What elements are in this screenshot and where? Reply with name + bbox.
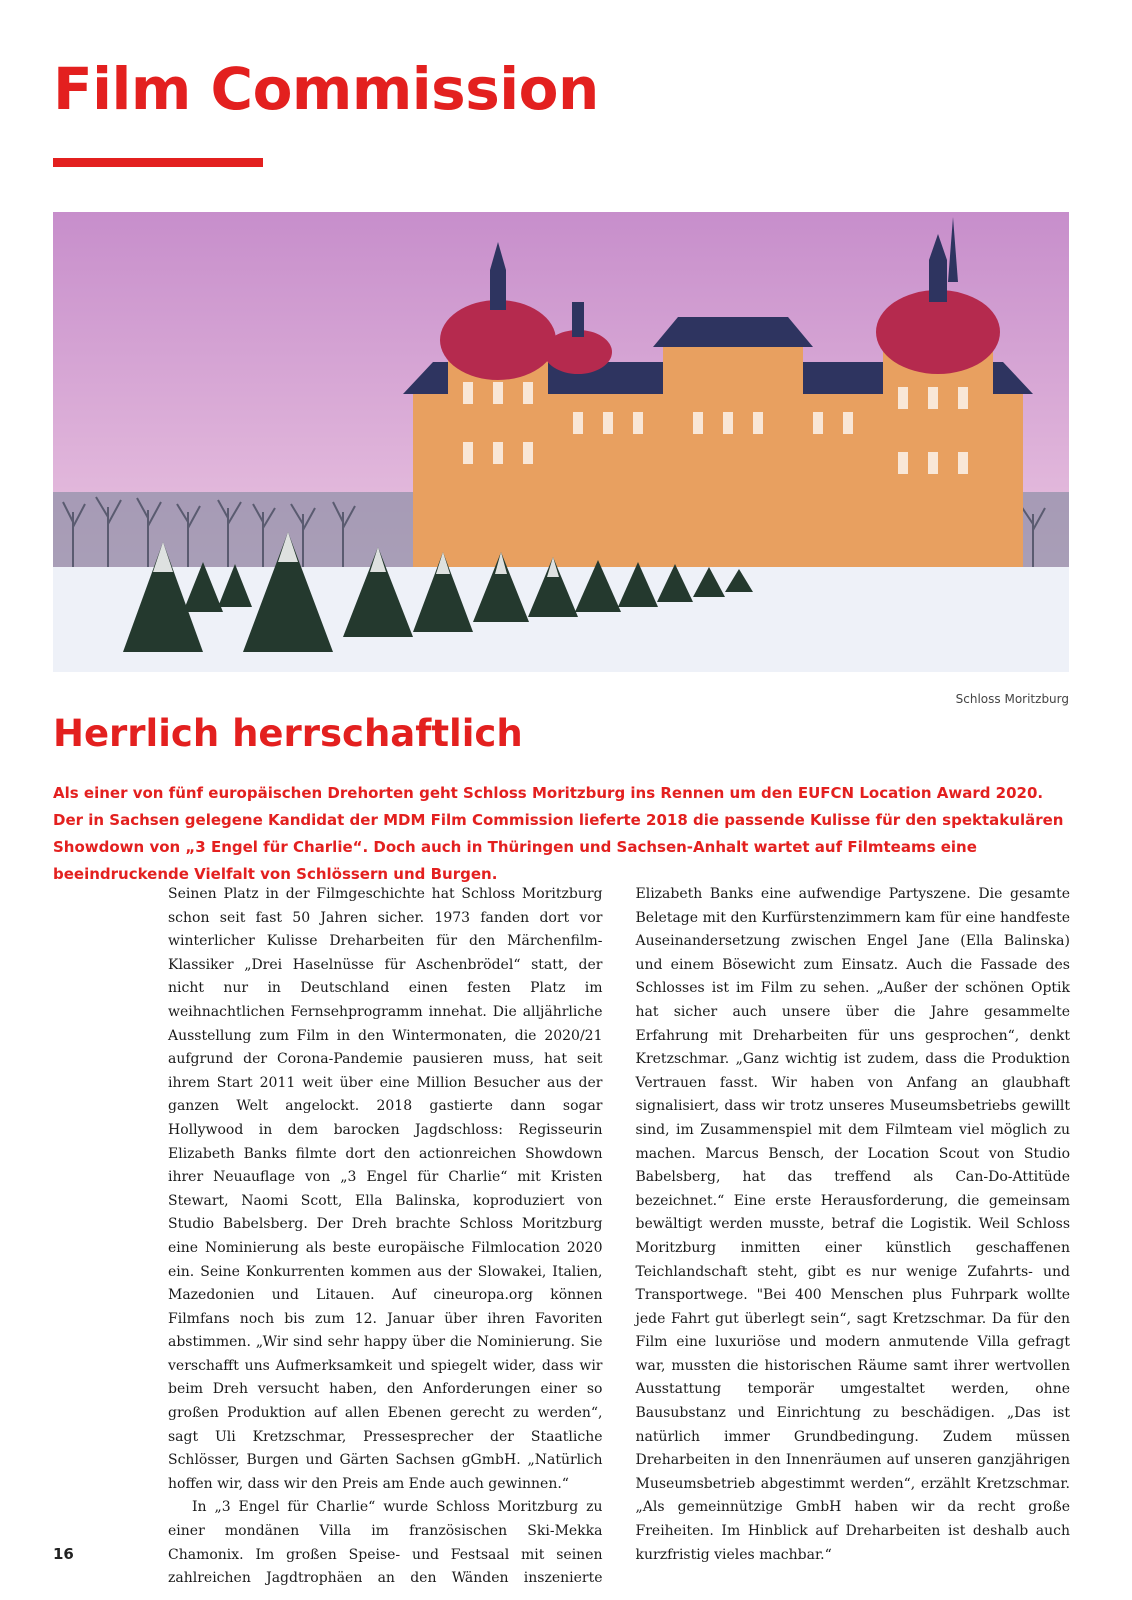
article-body	[168, 883, 1070, 1591]
photo-caption: Schloss Moritzburg	[955, 692, 1069, 706]
left-tower-dome	[440, 300, 556, 380]
body-paragraph: Seinen Platz in der Filmgeschichte hat Schloss Moritzburg schon seit fast 50 Jahren sicher. 1973 fanden dort vor winterlicher Kulisse Dreharbeiten für den Märchenfilm-Klassiker „Drei Haselnüsse für Aschenbrödel“ statt, der nicht nur in Deutschland einen festen Platz im weihnachtlichen Fernsehprogramm innehat. Die alljährliche Ausstellung zum Film in den Wintermonaten, die 2020/21 aufgrund der Corona-Pandemie pausieren muss, hat seit ihrem Start 2011 weit über eine Million Besucher aus der ganzen Welt angelockt. 2018 gastierte dann sogar Hollywood in dem barocken Jagdschloss: Regisseurin Elizabeth Banks filmte dort den actionreichen Showdown ihrer Neuauflage von „3 Engel für Charlie“ mit Kristen Stewart, Naomi Scott, Ella Balinska, koproduziert von Studio Babelsberg. Der Dreh brachte Schloss Moritzburg eine Nominierung als beste europäische Filmlocation 2020 ein. Seine Konkurrenten kommen aus der Slowakei, Italien, Mazedonien und Litauen. Auf cineuropa.org können Filmfans noch bis zum 12. Januar über ihren Favoriten abstimmen. „Wir sind sehr happy über die Nominierung. Sie verschafft uns Aufmerksamkeit und spiegelt wider, dass wir beim Dreh versucht haben, den Anforderungen einer so großen Produktion auf allen Ebenen gerecht zu werden“, sagt Uli Kretzschmar, Pressesprecher der Staatliche Schlösser, Burgen und Gärten Sachsen gGmbH. „Natürlich hoffen wir, dass wir den Preis am Ende auch gewinnen.“	[168, 886, 603, 1492]
article-headline: Herrlich herrschaftlich	[53, 712, 523, 755]
center-tower	[663, 342, 803, 402]
center-roof	[653, 317, 813, 347]
right-tower-dome	[876, 290, 1000, 374]
body-paragraph: In „3 Engel für Charlie“ wurde Schloss Moritzburg zu einer mondänen Villa im französischen Ski-Mekka Chamonix. Im großen Speise- und Festsaal mit seinen zahlreichen Jagdtrophäen an den Wänden inszenierte Elizabeth Banks eine aufwendige Partyszene. Die gesamte Beletage mit den Kurfürstenzimmern kam für eine handfeste Auseinandersetzung zwischen Engel Jane (Ella Balinska) und einem Bösewicht zum Einsatz. Auch die Fassade des Schlosses ist im Film zu sehen. „Außer der schönen Optik hat sicher auch unsere über die Jahre gesammelte Erfahrung mit Dreharbeiten für uns gesprochen“, denkt Kretzschmar. „Ganz wichtig ist zudem, dass die Produktion Vertrauen fasst. Wir haben von Anfang an glaubhaft signalisiert, dass wir trotz unseres Museumsbetriebs gewillt sind, im Zusammenspiel mit dem Filmteam viel möglich zu machen. Marcus Bensch, der Location Scout von Studio Babelsberg, hat das treffend als Can-Do-Attitüde bezeichnet.“ Eine erste Herausforderung, die gemeinsam bewältigt werden musste, betraf die Logistik. Weil Schloss Moritzburg inmitten einer künstlich geschaffenen Teichlandschaft steht, gibt es nur wenige Zufahrts- und Transportwege. "Bei 400 Menschen plus Fuhrpark wollte jede Fahrt gut überlegt sein“, sagt Kretzschmar. Da für den Film eine luxuriöse und modern anmutende Villa gefragt war, mussten die historischen Räume samt ihrer wertvollen Ausstattung temporär umgestaltet werden, ohne Bausubstanz und Einrichtung zu beschädigen. „Das ist natürlich immer Grundbedingung. Zudem müssen Dreharbeiten in den Innenräumen auf unseren ganzjährigen Museumsbetrieb abgestimmt werden“, erzählt Kretzschmar. „Als gemeinnützige GmbH haben wir da recht große Freiheiten. Im Hinblick auf Dreharbeiten ist deshalb auch kurzfristig vieles machbar.“	[168, 886, 1070, 1587]
article-lead: Als einer von fünf europäischen Drehorten geht Schloss Moritzburg ins Rennen um den EUFCN Location Award 2020. Der in Sachsen gelegene Kandidat der MDM Film Commission lieferte 2018 die passende Kulisse für den spektakulären Showdown von „3 Engel für Charlie“. Doch auch in Thüringen und Sachsen-Anhalt wartet auf Filmteams eine beeindruckende Vielfalt von Schlössern und Burgen.	[53, 784, 1064, 883]
title-underline	[53, 158, 263, 167]
section-title: Film Commission	[53, 55, 599, 123]
castle-illustration	[53, 212, 1069, 672]
page-number: 16	[53, 1545, 74, 1563]
castle-photo	[53, 212, 1069, 672]
